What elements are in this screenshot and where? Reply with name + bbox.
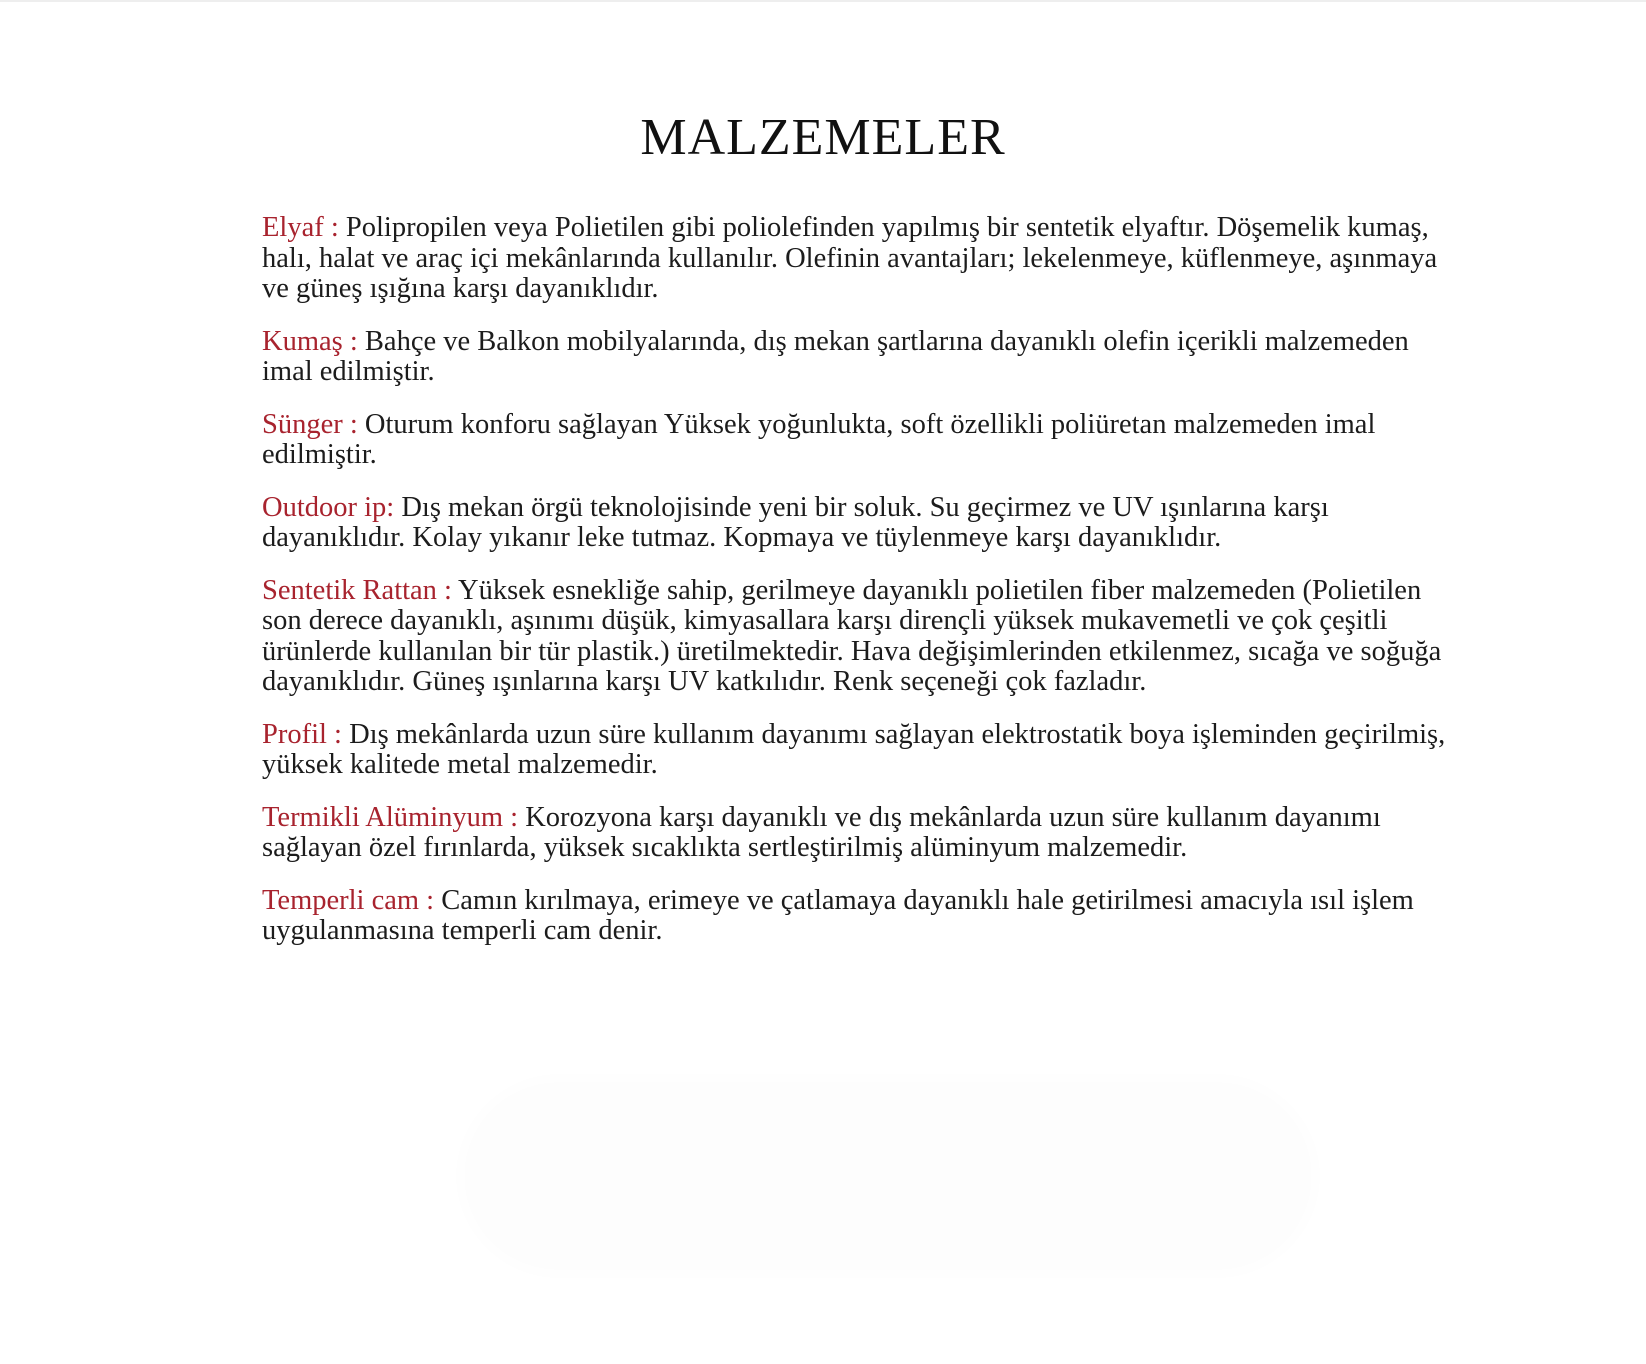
faint-background-shape bbox=[470, 1088, 1306, 1264]
material-entry-termikli-aluminyum bbox=[262, 803, 1462, 864]
material-description: Yüksek esnekliğe sahip, gerilmeye dayanıklı polietilen fiber malzemeden (Polietilen son derece dayanıklı, aşınımı düşük, kimyasallara karşı dirençli yüksek mukavemetli ve çok çeşitli ürünlerde kullanılan bir tür plastik.) üretilmektedir. Hava değişimlerinden etkilenmez, sıcağa ve soğuğa dayanıklıdır. Güneş ışınlarına karşı UV katkılıdır. Renk seçeneği çok fazladır. bbox=[262, 574, 1442, 697]
material-entry-kumas bbox=[262, 327, 1462, 388]
material-term: Termikli Alüminyum : bbox=[262, 801, 519, 833]
materials-list bbox=[262, 213, 1462, 969]
material-term: Kumaş : bbox=[262, 325, 358, 357]
material-entry-sunger bbox=[262, 410, 1462, 471]
material-term: Elyaf : bbox=[262, 212, 339, 243]
material-term: Outdoor ip: bbox=[262, 491, 395, 523]
material-description: Dış mekânlarda uzun süre kullanım dayanımı sağlayan elektrostatik boya işleminden geçirilmiş, yüksek kalitede metal malzemedir. bbox=[262, 718, 1446, 780]
page-title: MALZEMELER bbox=[640, 109, 1006, 166]
material-term: Sentetik Rattan : bbox=[262, 574, 452, 606]
material-entry-temperli-cam bbox=[262, 886, 1462, 947]
material-description: Dış mekan örgü teknolojisinde yeni bir soluk. Su geçirmez ve UV ışınlarına karşı dayanıklıdır. Kolay yıkanır leke tutmaz. Kopmaya ve tüylenmeye karşı dayanıklıdır. bbox=[262, 491, 1329, 553]
material-description: Korozyona karşı dayanıklı ve dış mekânlarda uzun süre kullanım dayanımı sağlayan özel fırınlarda, yüksek sıcaklıkta sertleştirilmiş alüminyum malzemedir. bbox=[262, 801, 1381, 863]
material-term: Temperli cam : bbox=[262, 884, 435, 916]
material-description: Bahçe ve Balkon mobilyalarında, dış mekan şartlarına dayanıklı olefin içerikli malzemeden imal edilmiştir. bbox=[262, 325, 1409, 387]
top-divider bbox=[0, 0, 1646, 2]
material-description: Oturum konforu sağlayan Yüksek yoğunlukta, soft özellikli poliüretan malzemeden imal edilmiştir. bbox=[262, 408, 1376, 470]
material-entry-elyaf bbox=[262, 213, 1462, 305]
material-entry-sentetik-rattan bbox=[262, 576, 1462, 698]
material-entry-profil bbox=[262, 720, 1462, 781]
material-entry-outdoor-ip bbox=[262, 493, 1462, 554]
material-term: Profil : bbox=[262, 718, 342, 750]
material-term: Sünger : bbox=[262, 408, 358, 440]
material-description: Camın kırılmaya, erimeye ve çatlamaya dayanıklı hale getirilmesi amacıyla ısıl işlem uygulanmasına temperli cam denir. bbox=[262, 884, 1414, 946]
material-description: Polipropilen veya Polietilen gibi poliolefinden yapılmış bir sentetik elyaftır. Döşemelik kumaş, halı, halat ve araç içi mekânlarında kullanılır. Olefinin avantajları; lekelenmeye, küflenmeye, aşınmaya ve güneş ışığına karşı dayanıklıdır. bbox=[262, 212, 1438, 304]
